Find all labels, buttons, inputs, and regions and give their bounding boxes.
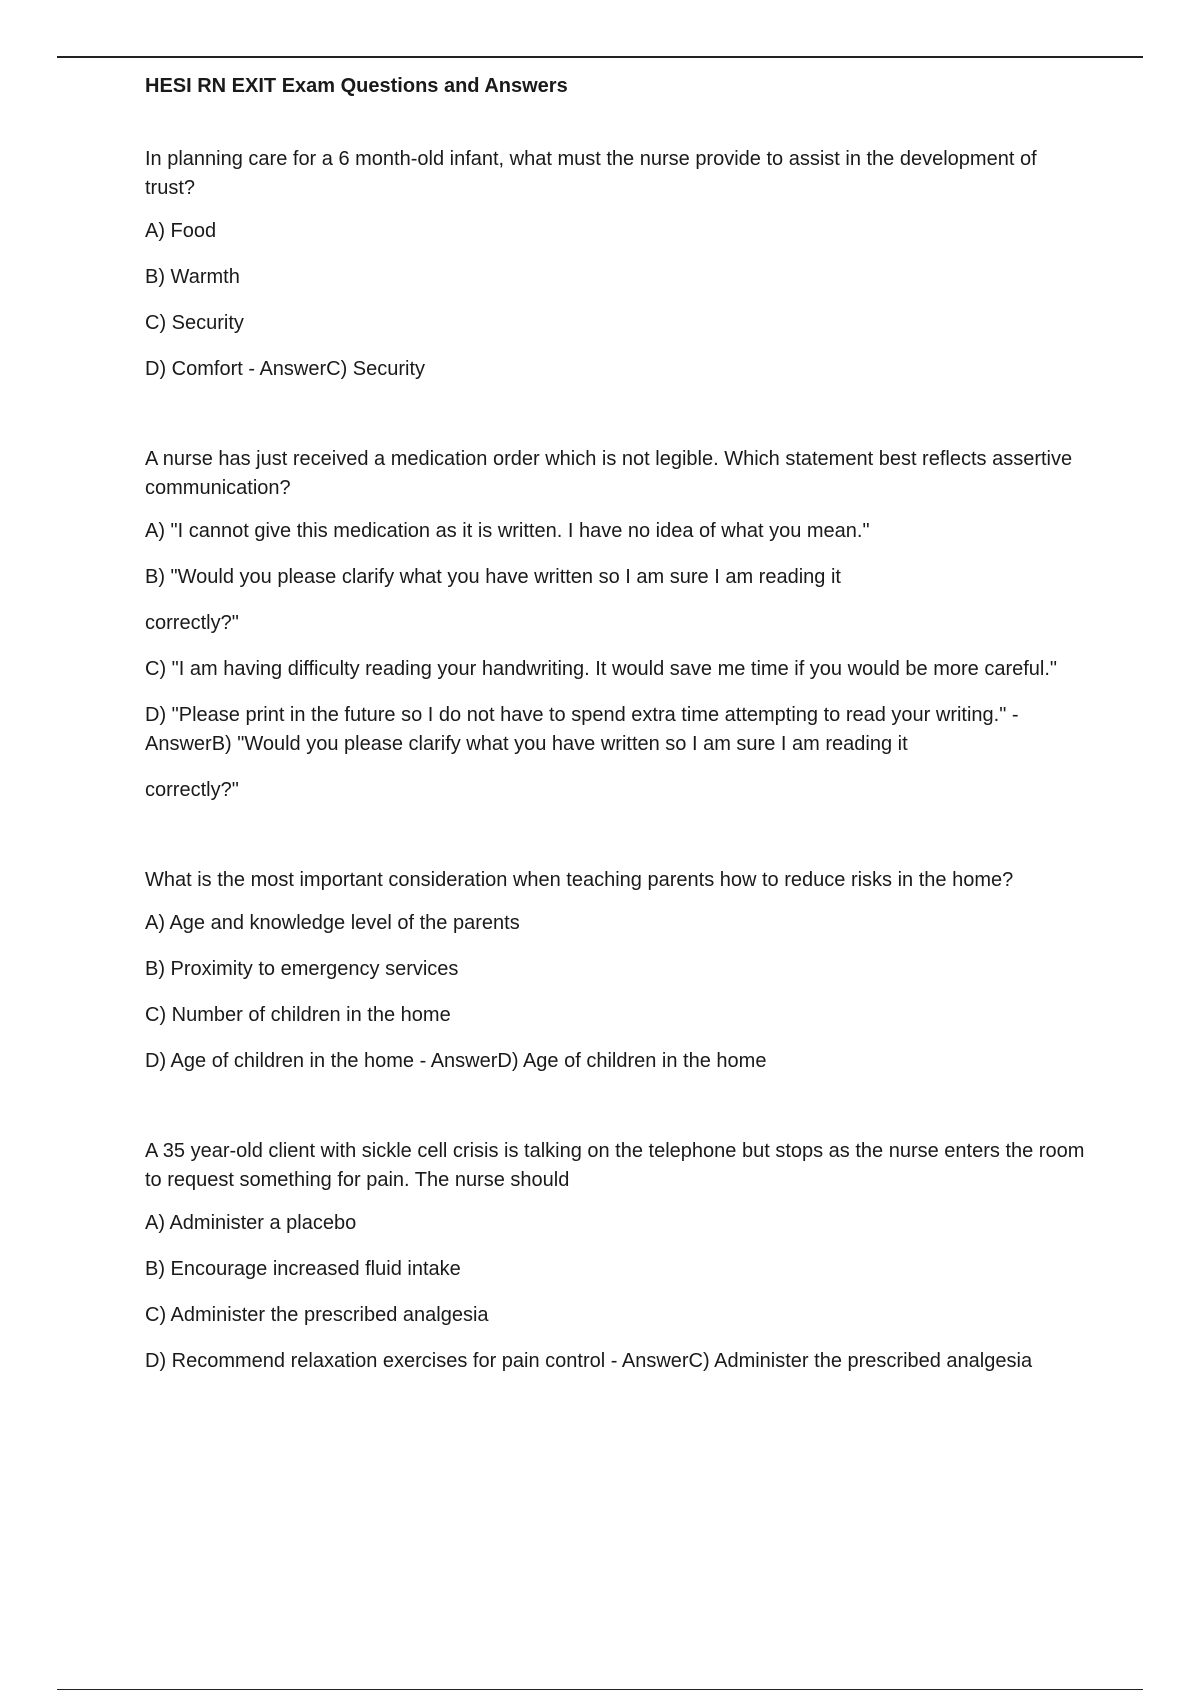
question-text: A nurse has just received a medication order which is not legible. Which statement best reflects assertive communication? — [145, 448, 1073, 499]
top-rule — [57, 56, 1143, 58]
answer-option: B) Warmth — [145, 266, 240, 288]
answer-option: C) Number of children in the home — [145, 1004, 451, 1026]
question-2 — [145, 445, 1090, 805]
document-body — [145, 72, 1090, 1393]
answer-option-continuation: correctly?" — [145, 612, 239, 634]
answer-option: A) "I cannot give this medication as it is written. I have no idea of what you mean." — [145, 520, 870, 542]
answer-option: B) Encourage increased fluid intake — [145, 1258, 461, 1280]
question-1 — [145, 145, 1090, 384]
question-4 — [145, 1137, 1090, 1376]
answer-option: C) Security — [145, 312, 244, 334]
answer-option-with-answer: D) Recommend relaxation exercises for pain control - AnswerC) Administer the prescribed analgesia — [145, 1350, 1033, 1372]
question-text: What is the most important consideration when teaching parents how to reduce risks in the home? — [145, 869, 1014, 891]
question-text: A 35 year-old client with sickle cell crisis is talking on the telephone but stops as the nurse enters the room to request something for pain. The nurse should — [145, 1140, 1085, 1191]
spacer — [145, 822, 1090, 866]
question-3 — [145, 866, 1090, 1076]
answer-continuation: correctly?" — [145, 779, 239, 801]
answer-option: B) Proximity to emergency services — [145, 958, 459, 980]
answer-option-with-answer: D) Comfort - AnswerC) Security — [145, 358, 426, 380]
question-text: In planning care for a 6 month-old infant, what must the nurse provide to assist in the development of trust? — [145, 148, 1037, 199]
answer-option: C) Administer the prescribed analgesia — [145, 1304, 489, 1326]
spacer — [145, 1093, 1090, 1137]
bottom-rule — [57, 1689, 1143, 1690]
answer-option: A) Administer a placebo — [145, 1212, 357, 1234]
answer-option: B) "Would you please clarify what you have written so I am sure I am reading it — [145, 566, 841, 588]
spacer — [145, 401, 1090, 445]
document-title: HESI RN EXIT Exam Questions and Answers — [145, 75, 568, 97]
answer-option: A) Age and knowledge level of the parents — [145, 912, 520, 934]
answer-option: C) "I am having difficulty reading your handwriting. It would save me time if you would be more careful." — [145, 658, 1058, 680]
answer-option: A) Food — [145, 220, 217, 242]
answer-option-with-answer: D) "Please print in the future so I do not have to spend extra time attempting to read your writing." - AnswerB) "Would you please clarify what you have written so I am sure I am reading it — [145, 704, 1019, 755]
answer-option-with-answer: D) Age of children in the home - AnswerD) Age of children in the home — [145, 1050, 767, 1072]
